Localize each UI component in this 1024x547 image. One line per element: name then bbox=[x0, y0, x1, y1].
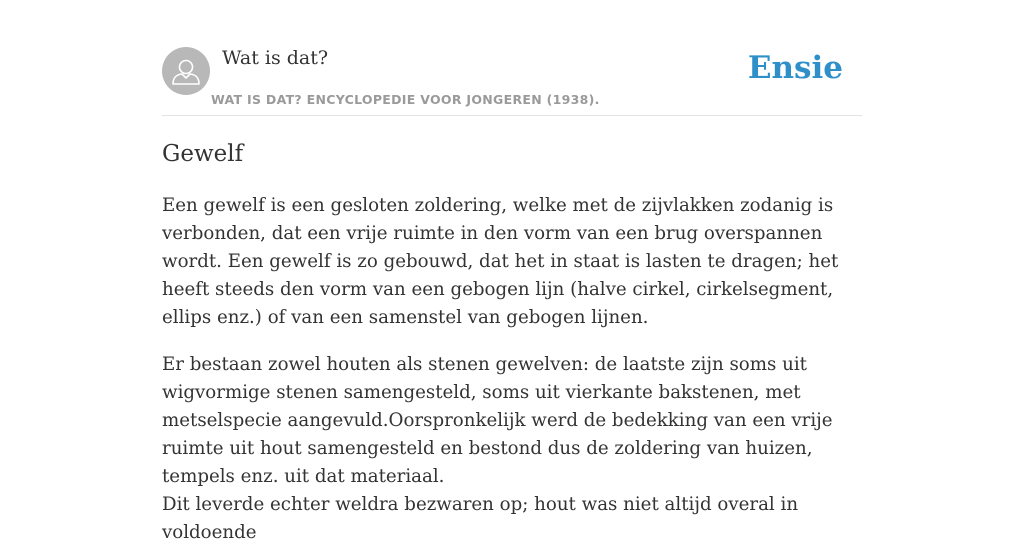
source-subtitle: WAT IS DAT? ENCYCLOPEDIE VOOR JONGEREN (1938). bbox=[211, 92, 600, 107]
source-header bbox=[162, 0, 862, 116]
source-title-link[interactable]: Wat is dat? bbox=[222, 47, 329, 69]
article-paragraph: Er bestaan zowel houten als stenen gewelven: de laatste zijn soms uit wigvormige stenen samengesteld, soms uit vierkante bakstenen, met metselspecie aangevuld.Oorspronkelijk werd de bedekking van een vrije ruimte uit hout samengesteld en bestond dus de zoldering van huizen, tempels enz. uit dat materiaal. bbox=[162, 354, 833, 487]
article-paragraph: Een gewelf is een gesloten zoldering, welke met de zijvlakken zodanig is verbonden, dat een vrije ruimte in den vorm van een brug overspannen wordt. Een gewelf is zo gebouwd, dat het in staat is lasten te dragen; het heeft steeds den vorm van een gebogen lijn (halve cirkel, cirkelsegment, ellips enz.) of van een samenstel van gebogen lijnen. bbox=[162, 195, 839, 328]
user-icon bbox=[162, 47, 210, 95]
avatar[interactable] bbox=[162, 47, 210, 95]
article-paragraph: Dit leverde echter weldra bezwaren op; hout was niet altijd overal in voldoende bbox=[162, 494, 799, 543]
article bbox=[162, 138, 872, 547]
article-title: Gewelf bbox=[162, 141, 244, 167]
ensie-logo[interactable]: Ensie bbox=[747, 50, 843, 86]
